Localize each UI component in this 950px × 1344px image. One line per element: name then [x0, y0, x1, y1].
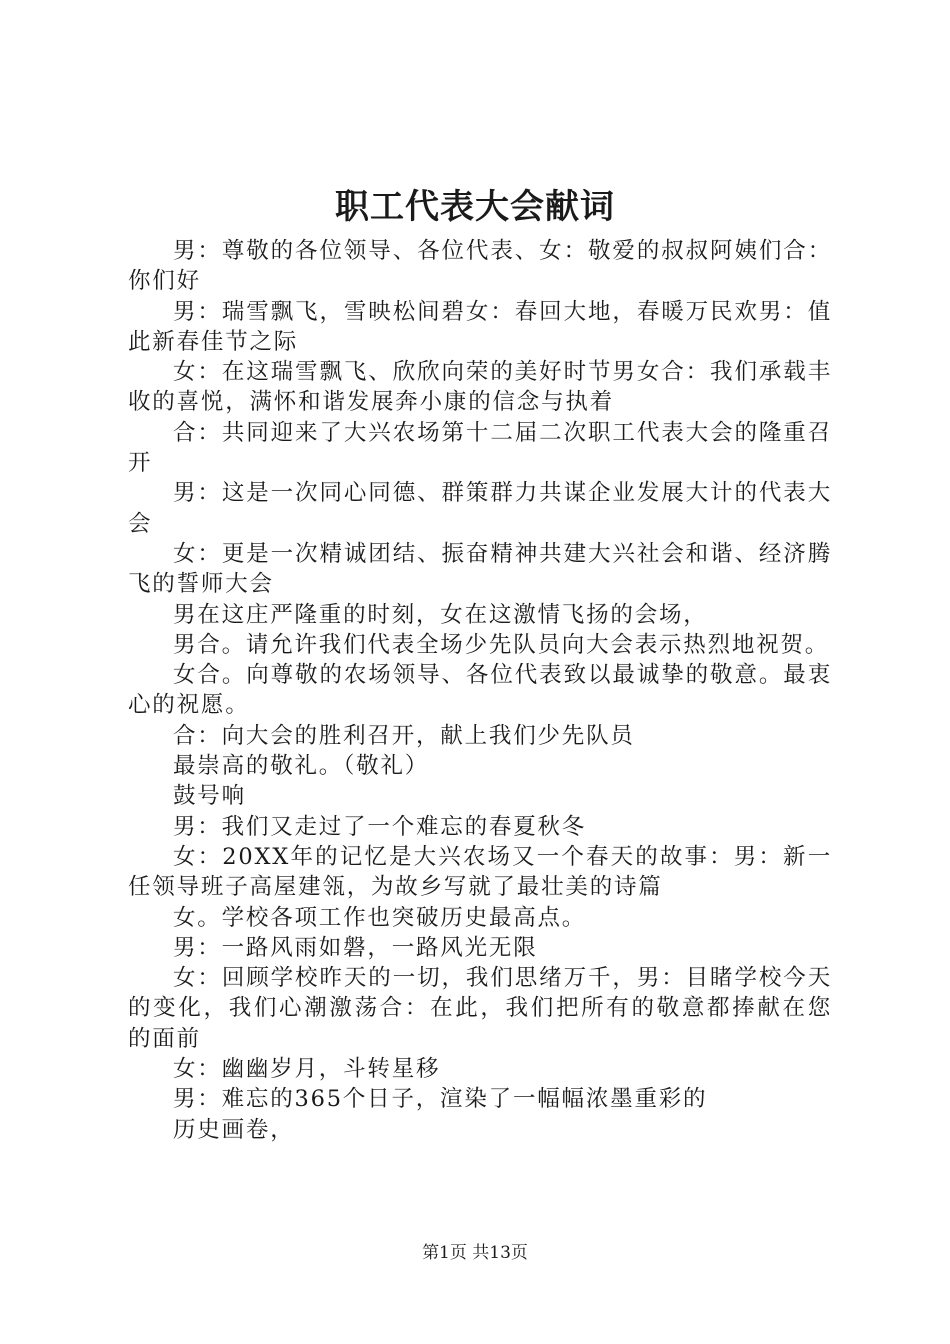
paragraph: 男：瑞雪飘飞，雪映松间碧女：春回大地，春暖万民欢男：值此新春佳节之际: [128, 298, 832, 355]
paragraph: 男：难忘的365个日子，渲染了一幅幅浓墨重彩的: [173, 1086, 708, 1113]
paragraph: 鼓号响: [173, 783, 246, 810]
paragraph: 男合。请允许我们代表全场少先队员向大会表示热烈地祝贺。: [173, 631, 830, 658]
paragraph: 女。学校各项工作也突破历史最高点。: [173, 904, 587, 931]
paragraph: 男在这庄严隆重的时刻，女在这激情飞扬的会场，: [173, 601, 708, 628]
paragraph: 女：在这瑞雪飘飞、欣欣向荣的美好时节男女合：我们承载丰收的喜悦，满怀和谐发展奔小康的信念与执着: [128, 359, 832, 416]
document-body: [128, 236, 832, 1145]
paragraph: 合：共同迎来了大兴农场第十二届二次职工代表大会的隆重召开: [128, 419, 832, 477]
paragraph: 男：尊敬的各位领导、各位代表、女：敬爱的叔叔阿姨们合：你们好: [128, 238, 832, 295]
paragraph: 女：回顾学校昨天的一切，我们思绪万千，男：目睹学校今天的变化，我们心潮激荡合：在此，我们把所有的敬意都捧献在您的面前: [128, 965, 832, 1052]
paragraph: 男：一路风雨如磐，一路风光无限: [173, 934, 538, 961]
paragraph: 女：20XX年的记忆是大兴农场又一个春天的故事：男：新一任领导班子高屋建瓴，为故乡写就了最壮美的诗篇: [128, 843, 832, 901]
paragraph: 男：我们又走过了一个难忘的春夏秋冬: [173, 813, 587, 840]
paragraph: 合：向大会的胜利召开，献上我们少先队员: [173, 722, 635, 749]
document-title: 职工代表大会献词: [335, 187, 615, 227]
paragraph: 女合。向尊敬的农场领导、各位代表致以最诚挚的敬意。最衷心的祝愿。: [128, 662, 832, 719]
paragraph: 最崇高的敬礼。（敬礼）: [173, 753, 430, 780]
paragraph: 男：这是一次同心同德、群策群力共谋企业发展大计的代表大会: [128, 480, 832, 537]
paragraph: 女：更是一次精诚团结、振奋精神共建大兴社会和谐、经济腾飞的誓师大会: [128, 540, 832, 598]
page-indicator: 第1页 共13页: [422, 1243, 528, 1263]
paragraph: 女：幽幽岁月，斗转星移: [173, 1056, 441, 1083]
paragraph: 历史画卷，: [173, 1116, 295, 1143]
